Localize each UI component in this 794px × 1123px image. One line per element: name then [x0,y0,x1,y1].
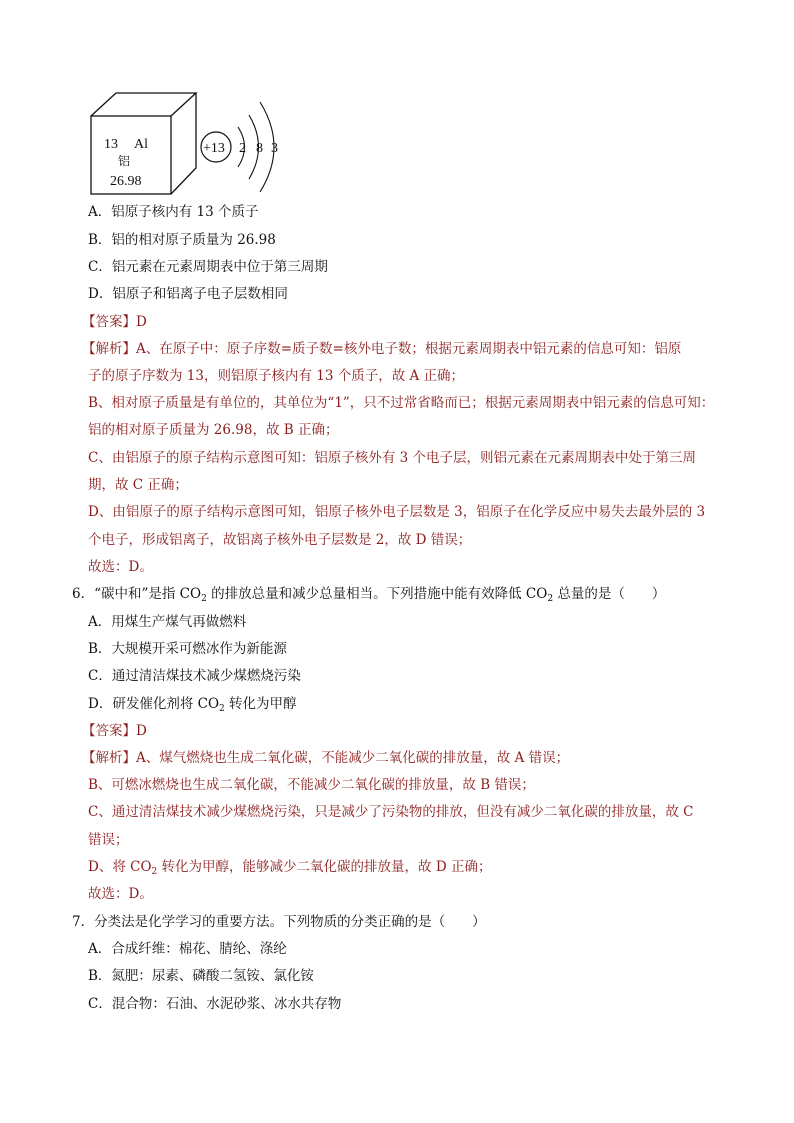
answer-value: D [136,314,147,330]
q5-answer [82,312,147,332]
q5-analysis-line: 子的原子序数为 13，则铝原子核内有 13 个质子，故 A 正确； [88,368,465,384]
q5-analysis-line: C、由铝原子的原子结构示意图可知：铝原子核外有 3 个电子层，则铝元素在元素周期表中处于第三周 [88,450,696,466]
q6-option-c: C．通过清洁煤技术减少煤燃烧污染 [88,668,301,684]
q6-option-d-part: D．研发催化剂将 CO [88,696,220,712]
q6-stem-part: 的排放总量和减少总量相当。下列措施中能有效降低 CO [206,586,548,602]
answer-tag: 【答案】 [82,314,136,330]
nucleus-charge: +13 [203,141,225,156]
q6-stem [72,584,665,609]
q5-option-c: C．铝元素在元素周期表中位于第三周期 [88,259,328,275]
q7-stem: 7．分类法是化学学习的重要方法。下列物质的分类正确的是（ ） [72,914,486,930]
analysis-text: A、在原子中：原子序数=质子数=核外电子数；根据元素周期表中铝元素的信息可知：铝原 [136,341,682,357]
q5-option-d: D．铝原子和铝离子电子层数相同 [88,286,288,302]
q6-stem-subscript: 2 [547,594,554,604]
q6-analysis-line [88,857,491,882]
analysis-tag: 【解析】 [82,341,136,357]
q5-analysis-line: 个电子，形成铝离子，故铝离子核外电子层数是 2，故 D 错误； [88,532,472,548]
analysis-part: 转化为甲醇，能够减少二氧化碳的排放量，故 D 正确； [157,859,492,875]
aluminium-figure [86,88,296,196]
q5-option-b: B．铝的相对原子质量为 26.98 [88,232,276,248]
answer-value: D [136,723,147,739]
q6-analysis-line: B、可燃冰燃烧也生成二氧化碳，不能减少二氧化碳的排放量，故 B 错误； [88,777,535,793]
q5-analysis-line: 铝的相对原子质量为 26.98，故 B 正确； [88,422,339,438]
shell-electrons-1: 2 [239,141,246,156]
answer-tag: 【答案】 [82,723,136,739]
analysis-text: A、煤气燃烧也生成二氧化碳，不能减少二氧化碳的排放量，故 A 错误； [136,750,570,766]
analysis-tag: 【解析】 [82,750,136,766]
atom-structure-diagram [201,102,278,192]
atomic-mass: 26.98 [110,174,142,189]
element-name: 铝 [118,154,131,168]
q6-stem-subscript: 2 [201,594,207,604]
q6-option-a: A．用煤生产煤气再做燃料 [88,614,247,630]
q6-stem-part: 6．“碳中和”是指 CO [72,586,202,602]
q6-analysis-line: C、通过清洁煤技术减少煤燃烧污染，只是减少了污染物的排放，但没有减少二氧化碳的排放量，故 C [88,804,694,820]
q7-option-a: A．合成纤维：棉花、腈纶、涤纶 [88,941,287,957]
element-symbol: Al [134,137,148,152]
q6-option-b: B．大规模开采可燃冰作为新能源 [88,641,287,657]
q6-option-d-part: 转化为甲醇 [224,696,297,712]
q5-analysis-line [82,339,681,359]
q6-option-d-subscript: 2 [219,704,225,714]
shell-electrons-3: 3 [271,141,278,156]
q6-analysis-line [82,748,569,768]
q5-conclusion: 故选：D。 [88,559,153,575]
q5-analysis-line: B、相对原子质量是有单位的，其单位为“1”，只不过常省略而已；根据元素周期表中铝元素的信息可知： [88,395,715,411]
q7-option-b: B．氮肥：尿素、磷酸二氢铵、氯化铵 [88,968,314,984]
q6-stem-part: 总量的是（ ） [553,586,666,602]
shell-electrons-2: 8 [256,141,263,156]
q5-option-a: A．铝原子核内有 13 个质子 [88,204,259,220]
q5-analysis-line: D、由铝原子的原子结构示意图可知，铝原子核外电子层数是 3，铝原子在化学反应中易失去最外层的 3 [88,504,706,520]
q7-option-c: C．混合物：石油、水泥砂浆、冰水共存物 [88,996,342,1012]
analysis-subscript: 2 [151,867,158,877]
analysis-part: D、将 CO [88,859,152,875]
atomic-number: 13 [104,137,118,152]
q5-analysis-line: 期，故 C 正确； [88,477,188,493]
q6-answer [82,721,147,741]
q6-analysis-line: 错误； [88,832,129,848]
q6-conclusion: 故选：D。 [88,886,153,902]
q6-option-d [88,694,297,719]
